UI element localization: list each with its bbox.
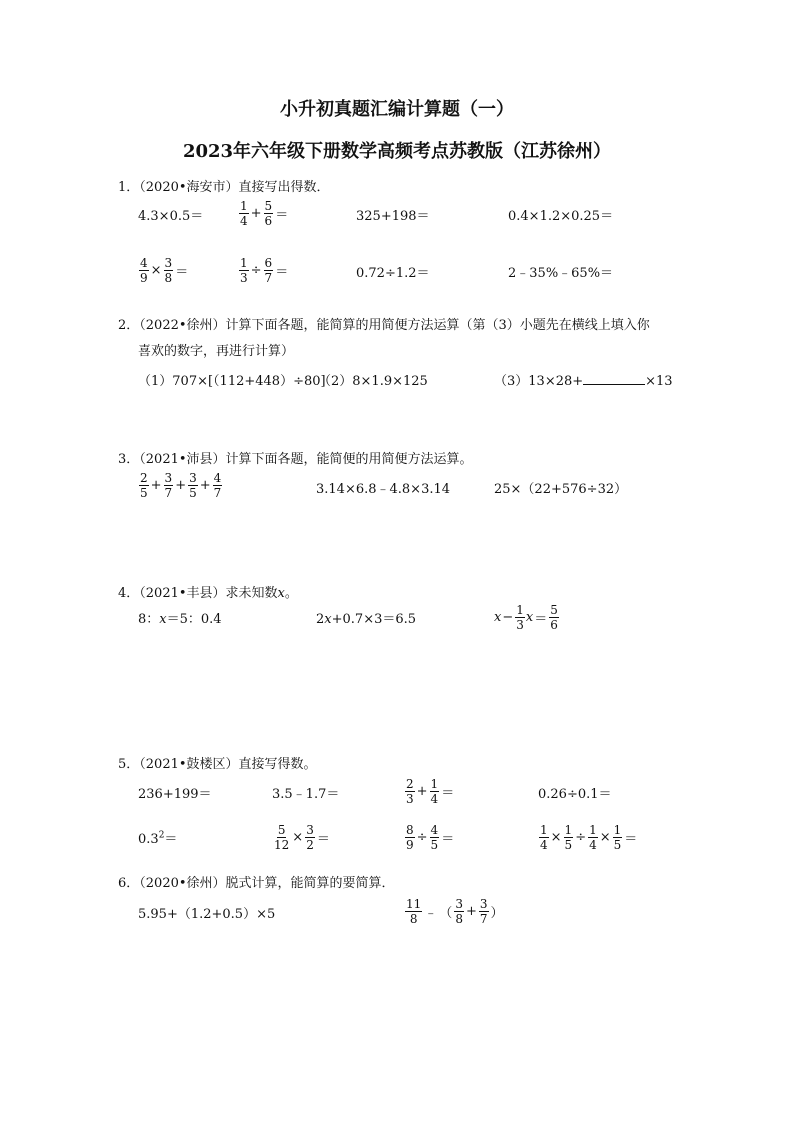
q5-expr-f: $\frac{5}{12}$ × $\frac{3}{2}$ ＝ [274, 823, 330, 852]
answer-blank[interactable] [583, 372, 645, 385]
page-title: 小升初真题汇编计算题（一） [280, 99, 514, 120]
q3-expr-a: $\frac{2}{5}$ + $\frac{3}{7}$ + $\frac{3}{5}$ + $\frac{4}{7}$ [140, 471, 222, 500]
page-subtitle: 2023年六年级下册数学高频考点苏教版（江苏徐州） [182, 141, 612, 162]
q4-equation-a: 8：x＝5：0.4 [138, 612, 222, 627]
q1-expr-b: $\frac{1}{4}$ + $\frac{5}{6}$ ＝ [240, 199, 289, 228]
question-1-label: 1．（2020•海安市）直接写出得数． [118, 180, 330, 195]
q5-expr-e: $0.3^2=$ [138, 830, 178, 847]
q4-equation-c: x− $\frac{1}{3}$ x＝ $\frac{5}{6}$ [494, 603, 558, 632]
question-6-label: 6．（2020•徐州）脱式计算，能简算的要简算． [118, 876, 395, 891]
question-2-label-line2: 喜欢的数字，再进行计算） [138, 344, 295, 359]
q5-expr-h: $\frac{1}{4}$ × $\frac{1}{5}$ ÷ $\frac{1}{4}$ × $\frac{1}{5}$ ＝ [540, 823, 638, 852]
q5-expr-g: $\frac{8}{9}$ ÷ $\frac{4}{5}$ ＝ [406, 823, 455, 852]
q6-expr-a: 5.95+（1.2+0.5）×5 [138, 907, 276, 922]
q5-expr-a: 236+199＝ [138, 787, 212, 802]
question-4-label: 4．（2021•丰县）求未知数x。 [118, 586, 298, 601]
q3-expr-c: 25×（22+576÷32） [494, 482, 628, 497]
q5-expr-b: 3.5﹣1.7＝ [272, 787, 340, 802]
q2-expr-b: （2）8×1.9×125 [318, 374, 428, 389]
q3-expr-b: 3.14×6.8﹣4.8×3.14 [316, 482, 451, 497]
q1-expr-g: 0.72÷1.2＝ [356, 266, 430, 281]
q2-expr-c: （3）13×28+ ×13 [494, 374, 673, 389]
q1-expr-h: 2﹣35%﹣65%＝ [508, 266, 614, 281]
q5-expr-c: $\frac{2}{3}$ + $\frac{1}{4}$ ＝ [406, 777, 455, 806]
q1-expr-e: $\frac{4}{9}$ × $\frac{3}{8}$ ＝ [140, 256, 189, 285]
q1-expr-d: 0.4×1.2×0.25＝ [508, 209, 614, 224]
q1-expr-a: 4.3×0.5＝ [138, 209, 204, 224]
q1-expr-c: 325+198＝ [356, 209, 430, 224]
q2-expr-a: （1）707×[（112+448）÷80] [138, 374, 326, 389]
question-5-label: 5．（2021•鼓楼区）直接写得数。 [118, 757, 317, 772]
q4-equation-b: 2x+0.7×3＝6.5 [316, 612, 417, 627]
question-2-label-line1: 2．（2022•徐州）计算下面各题，能简算的用简便方法运算（第（3）小题先在横线上填入你 [118, 318, 650, 333]
q1-expr-f: $\frac{1}{3}$ ÷ $\frac{6}{7}$ ＝ [240, 256, 289, 285]
q5-expr-d: 0.26÷0.1＝ [538, 787, 612, 802]
question-3-label: 3．（2021•沛县）计算下面各题，能简便的用简便方法运算。 [118, 452, 473, 467]
q6-expr-b: $\frac{11}{8}$ ﹣ （ $\frac{3}{8}$ + $\frac{3}{7}$ ） [406, 897, 504, 926]
